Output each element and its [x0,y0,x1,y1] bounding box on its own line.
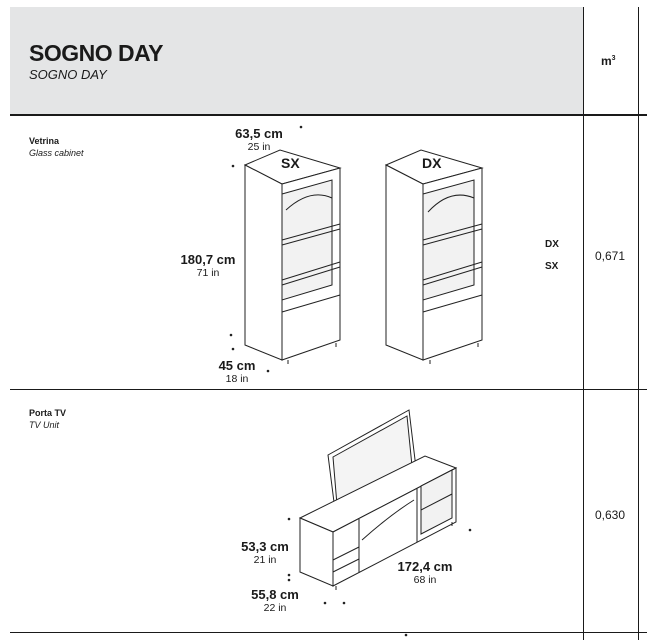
height-dimension: 53,3 cm 21 in [241,539,289,566]
product-translation: Glass cabinet [29,148,84,158]
volume-column-header: $m^3$ [601,54,616,68]
product-name: Vetrina [29,136,60,146]
volume-value: 0,671 [595,249,626,263]
variant-label-dx: DX [422,155,442,171]
variant-code: DX [545,239,559,250]
page-subtitle: SOGNO DAY [29,67,107,82]
page-title: SOGNO DAY [29,40,163,66]
depth-dimension: 45 cm 18 in [218,358,256,385]
volume-value: 0,630 [595,508,626,522]
product-name: Porta TV [29,408,67,418]
variant-code: SX [545,261,559,272]
depth-dimension: 55,8 cm 22 in [251,587,299,614]
width-dimension: 63,5 cm 25 in [235,126,283,153]
height-dimension: 180,7 cm 71 in [180,252,236,279]
product-translation: TV Unit [29,420,60,430]
variant-label-sx: SX [281,155,300,171]
width-dimension: 172,4 cm 68 in [397,559,453,586]
